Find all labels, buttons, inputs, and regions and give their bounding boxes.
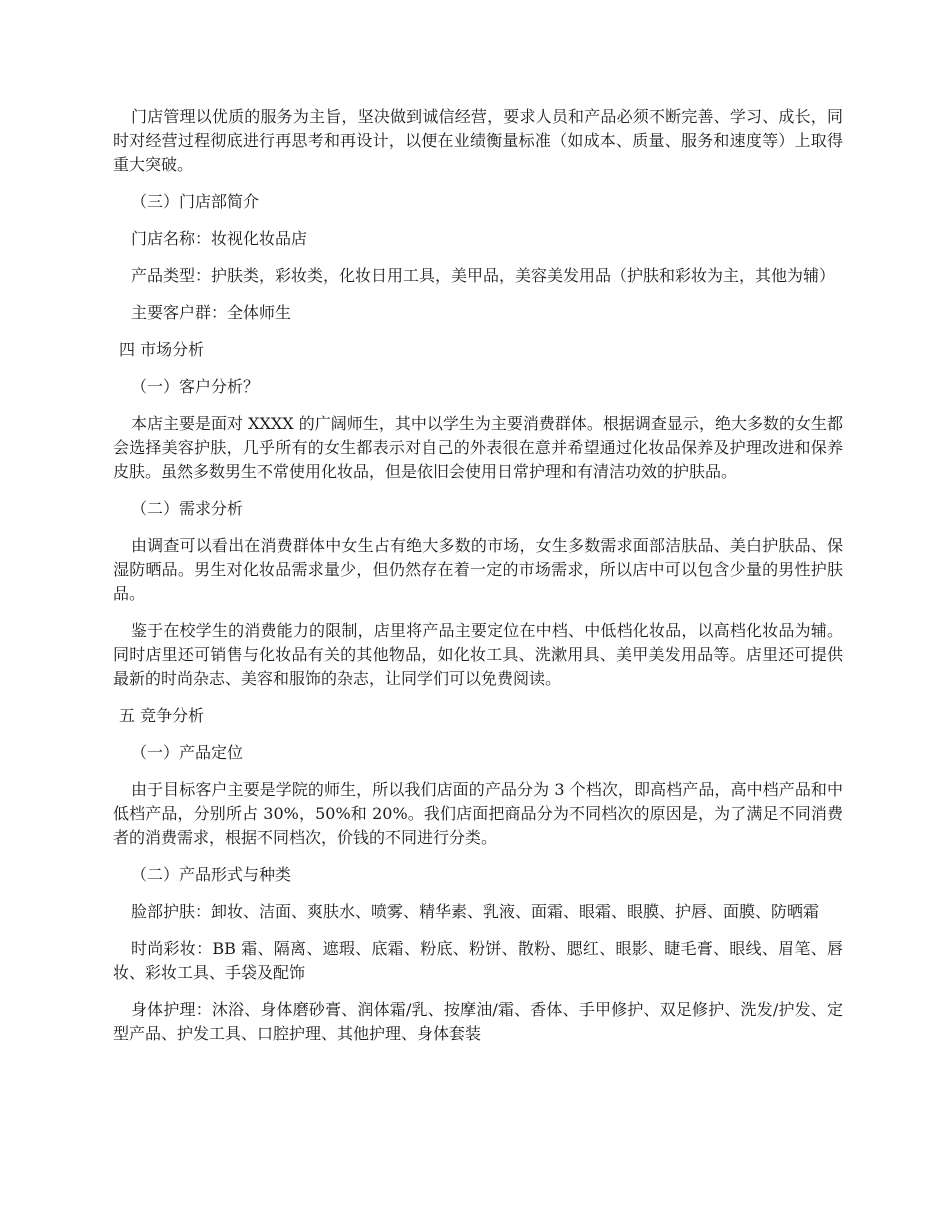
heading-product-forms: （二）产品形式与种类 <box>131 865 292 884</box>
paragraph-customer-analysis: 本店主要是面对 XXXX 的广阔师生，其中以学生为主要消费群体。根据调查显示，绝大多数的女生都会选择美容护肤，几乎所有的女生都表示对自己的外表很在意并希望通过化妆品保养及护理改进和保养皮肤。虽然多数男生不常使用化妆品，但是依旧会使用日常护理和有清洁功效的护肤品。 <box>113 414 843 481</box>
paragraph-store-name: 门店名称：妆视化妆品店 <box>131 229 308 248</box>
paragraph-body-care: 身体护理：沐浴、身体磨砂膏、润体霜/乳、按摩油/霜、香体、手甲修护、双足修护、洗发/护发、定型产品、护发工具、口腔护理、其他护理、身体套装 <box>113 1000 843 1043</box>
heading-product-positioning: （一）产品定位 <box>131 743 244 762</box>
paragraph-product-positioning: 由于目标客户主要是学院的师生，所以我们店面的产品分为 3 个档次，即高档产品，高中档产品和中低档产品，分别所占 30%，50%和 20%。我们店面把商品分为不同档次的原因是，为了满足不同消费者的消费需求，根据不同档次，价钱的不同进行分类。 <box>113 780 843 847</box>
document-body <box>113 105 843 1059</box>
paragraph-product-types: 产品类型：护肤类，彩妆类，化妆日用工具，美甲品，美容美发用品（护肤和彩妆为主，其他为辅） <box>131 266 836 285</box>
heading-demand-analysis: （二）需求分析 <box>131 499 244 518</box>
paragraph-positioning-note: 鉴于在校学生的消费能力的限制，店里将产品主要定位在中档、中低档化妆品，以高档化妆品为辅。同时店里还可销售与化妆品有关的其他物品，如化妆工具、洗漱用具、美甲美发用品等。店里还可提供最新的时尚杂志、美容和服饰的杂志，让同学们可以免费阅读。 <box>113 621 843 688</box>
paragraph-demand-analysis: 由调查可以看出在消费群体中女生占有绝大多数的市场，女生多数需求面部洁肤品、美白护肤品、保湿防晒品。男生对化妆品需求量少，但仍然存在着一定的市场需求，所以店中可以包含少量的男性护肤品。 <box>113 536 843 603</box>
paragraph-fashion-makeup: 时尚彩妆：BB 霜、隔离、遮瑕、底霜、粉底、粉饼、散粉、腮红、眼影、睫毛膏、眼线、眉笔、唇妆、彩妆工具、手袋及配饰 <box>113 939 843 982</box>
heading-competition-analysis: 五 竞争分析 <box>119 706 205 725</box>
heading-store-intro: （三）门店部简介 <box>131 192 260 211</box>
paragraph-main-customers: 主要客户群：全体师生 <box>131 303 292 322</box>
paragraph-facial-care: 脸部护肤：卸妆、洁面、爽肤水、喷雾、精华素、乳液、面霜、眼霜、眼膜、护唇、面膜、防晒霜 <box>131 902 820 921</box>
heading-customer-analysis: （一）客户分析？ <box>131 377 260 396</box>
heading-market-analysis: 四 市场分析 <box>119 340 205 359</box>
paragraph-store-management: 门店管理以优质的服务为主旨，坚决做到诚信经营，要求人员和产品必须不断完善、学习、成长，同时对经营过程彻底进行再思考和再设计，以便在业绩衡量标准（如成本、质量、服务和速度等）上取得重大突破。 <box>113 107 843 174</box>
